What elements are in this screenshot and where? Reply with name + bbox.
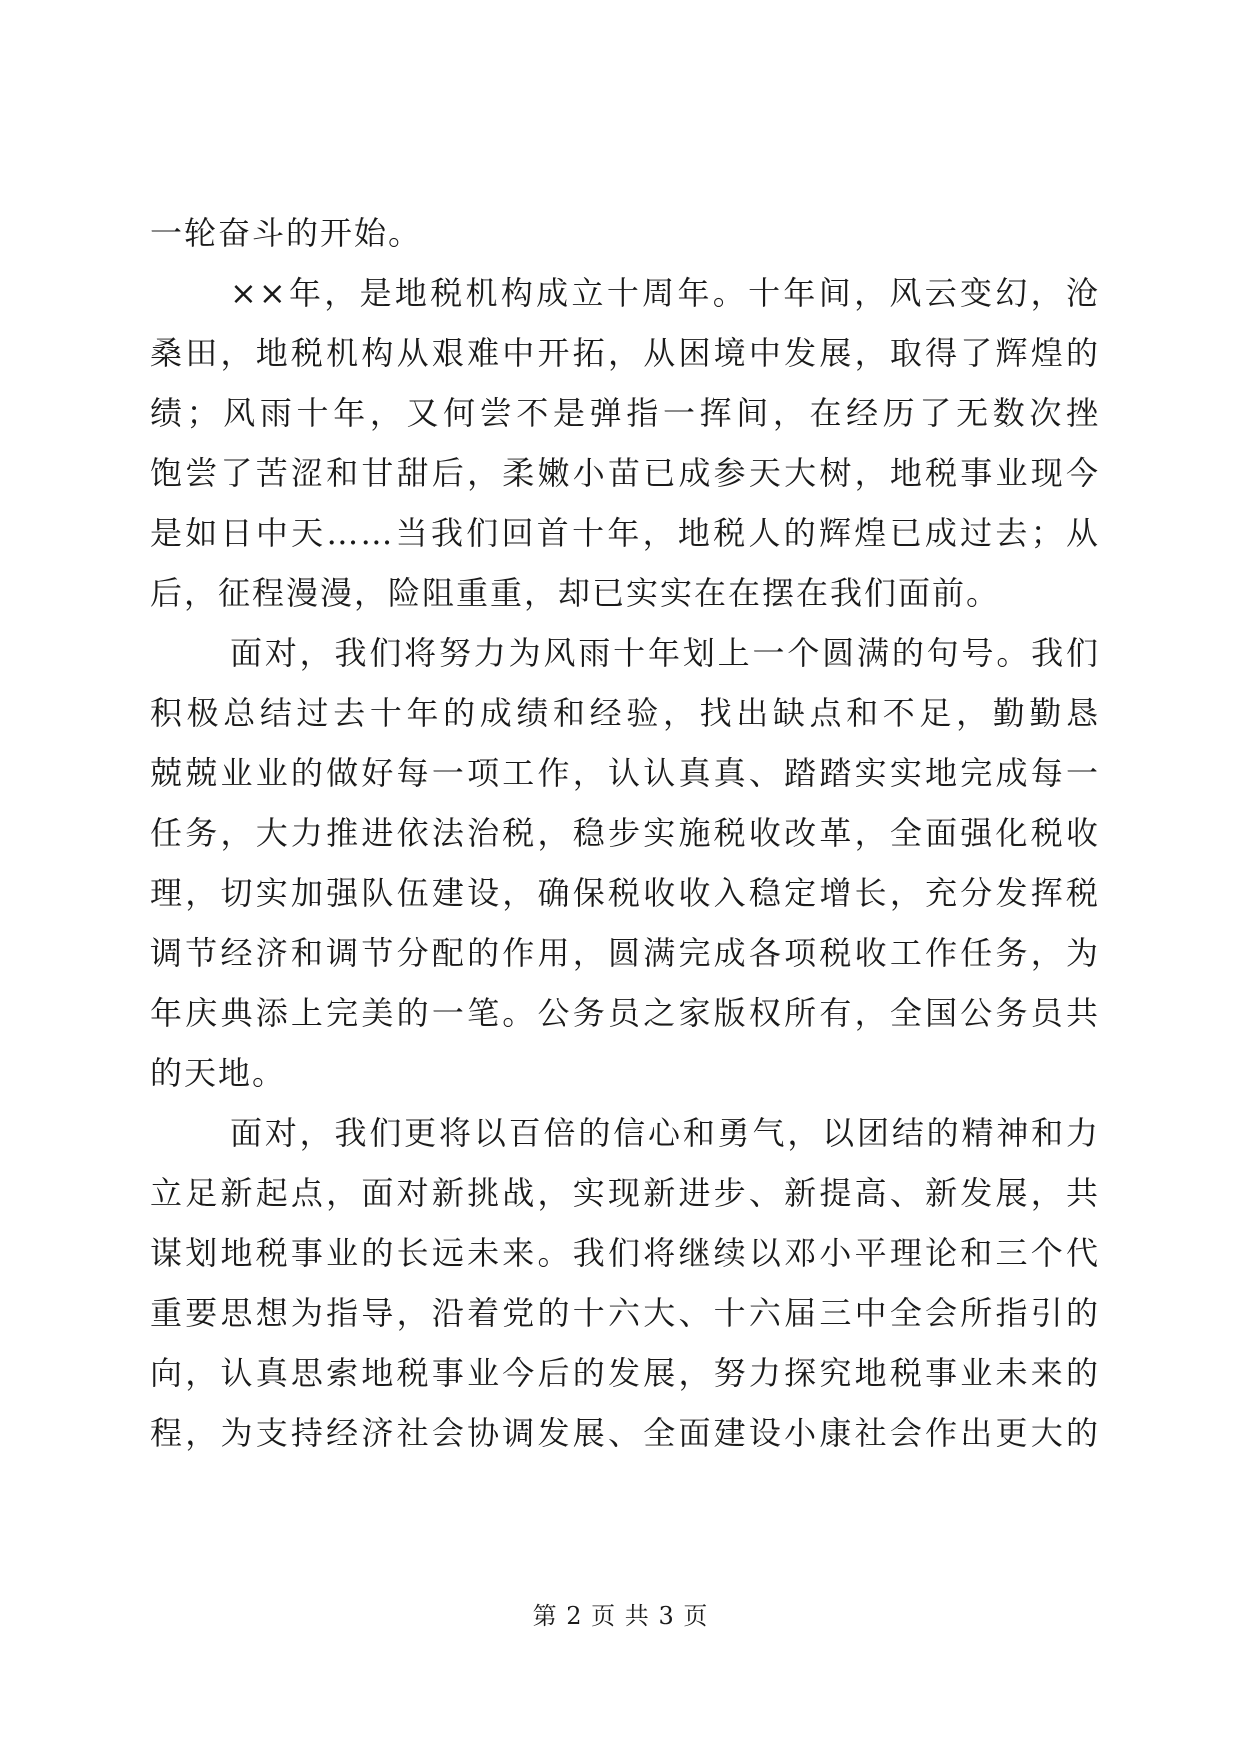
paragraph-line: 一轮奋斗的开始。: [150, 214, 423, 252]
paragraph-line: 兢兢业业的做好每一项工作，认认真真、踏踏实实地完成每一: [150, 754, 1100, 792]
paragraph-line: 后，征程漫漫，险阻重重，却已实实在在摆在我们面前。: [150, 574, 1001, 612]
paragraph-line: 调节经济和调节分配的作用，圆满完成各项税收工作任务，为: [150, 934, 1100, 972]
paragraph-line: 的天地。: [150, 1054, 287, 1092]
page-footer: 第 2 页 共 3 页: [532, 1602, 709, 1630]
paragraph-line: 面对，我们更将以百倍的信心和勇气，以团结的精神和力: [230, 1114, 1100, 1152]
paragraph-line: 面对，我们将努力为风雨十年划上一个圆满的句号。我们: [230, 634, 1100, 672]
paragraph-line: 饱尝了苦涩和甘甜后，柔嫩小苗已成参天大树，地税事业现今: [150, 454, 1100, 492]
paragraph-line: 积极总结过去十年的成绩和经验，找出缺点和不足，勤勤恳: [150, 694, 1100, 732]
paragraph-line: ××年，是地税机构成立十周年。十年间，风云变幻，沧: [230, 274, 1100, 312]
paragraph-line: 桑田，地税机构从艰难中开拓，从困境中发展，取得了辉煌的: [150, 334, 1100, 372]
paragraph-line: 绩；风雨十年，又何尝不是弹指一挥间，在经历了无数次挫: [150, 394, 1100, 432]
paragraph-line: 立足新起点，面对新挑战，实现新进步、新提高、新发展，共: [150, 1174, 1100, 1212]
paragraph-line: 理，切实加强队伍建设，确保税收收入稳定增长，充分发挥税: [150, 874, 1100, 912]
paragraph-line: 重要思想为指导，沿着党的十六大、十六届三中全会所指引的: [150, 1294, 1100, 1332]
paragraph-line: 是如日中天……当我们回首十年，地税人的辉煌已成过去；从: [150, 514, 1100, 552]
paragraph-line: 任务，大力推进依法治税，稳步实施税收改革，全面强化税收: [150, 814, 1100, 852]
paragraph-line: 谋划地税事业的长远未来。我们将继续以邓小平理论和三个代: [150, 1234, 1100, 1272]
paragraph-line: 程，为支持经济社会协调发展、全面建设小康社会作出更大的: [150, 1414, 1100, 1452]
paragraph-line: 年庆典添上完美的一笔。公务员之家版权所有，全国公务员共: [150, 994, 1100, 1032]
paragraph-line: 向，认真思索地税事业今后的发展，努力探究地税事业未来的: [150, 1354, 1100, 1392]
